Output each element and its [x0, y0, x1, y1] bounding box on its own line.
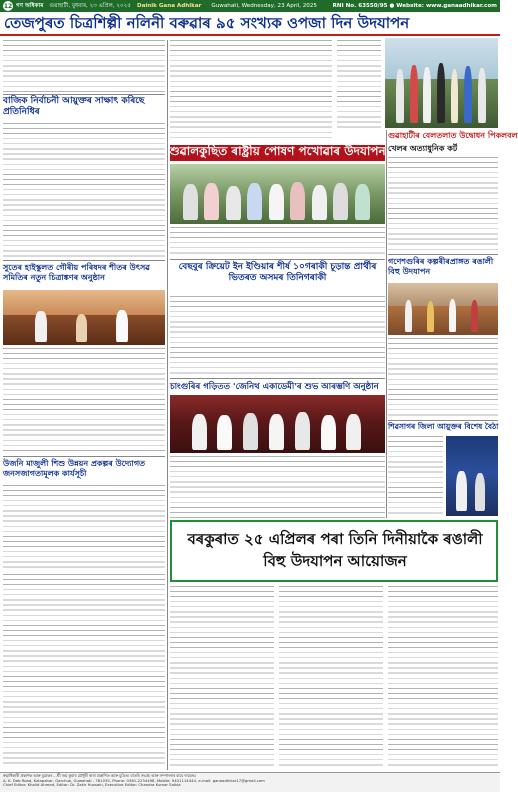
section-rule — [170, 259, 385, 260]
lead-story-text — [3, 40, 165, 92]
chang-title: চাংগুৰিৰ গড়িতত 'জেনিথ একাডেমী'ৰ শুভ আৰম্ভণি অনুষ্ঠান — [170, 382, 379, 392]
poshan-photo — [170, 164, 385, 224]
page-number: 12 — [3, 2, 13, 10]
imprint-footer — [0, 772, 500, 792]
majuli-text — [3, 485, 165, 570]
vajik-text — [3, 123, 165, 258]
section-rule — [3, 456, 165, 457]
section-rule — [3, 260, 165, 261]
bihu-title: বৰকুৰাত ২৫ এপ্ৰিলৰ পৰা তিনি দিনীয়াকৈ ৰঙালী বিহু উদযাপন আয়োজন — [187, 530, 483, 570]
ganesh-text — [388, 338, 498, 418]
section-rule — [3, 94, 165, 95]
lead-story-text-col2 — [170, 40, 332, 140]
poshan-banner: শুৱালকুছিত ৰাষ্ট্ৰীয় পোষণ পখোৱাৰ উদযাপন — [170, 145, 385, 161]
chang-photo — [170, 395, 385, 453]
lead-photo — [385, 38, 498, 128]
belatola-text — [388, 157, 498, 252]
cricket-title: বেছবুৰ ক্ৰিয়েট ইন ইণ্ডিয়াৰ শীৰ্ষ ১০গৰাকী চূড়ান্ত প্ৰাৰ্থীৰ ভিতৰত অসমৰ তিনিগৰাকী — [178, 262, 377, 283]
belatola-subtitle: খেলৰ অত্যাধুনিক কৰ্ট — [388, 143, 458, 153]
shivsagar-text — [388, 436, 443, 516]
chang-text — [170, 456, 385, 518]
sutia-photo — [3, 290, 165, 345]
lead-story-text-col3 — [337, 40, 381, 130]
poshan-text — [170, 227, 385, 257]
column-rule — [386, 130, 387, 518]
english-date: Guwahati, Wednesday, 23 April, 2025 — [211, 3, 317, 9]
lead-headline: তেজপুৰত চিত্ৰশিল্পী নলিনী বৰুৱাৰ ৯৫ সংখ্যক ওপজা দিন উদযাপন — [0, 14, 500, 36]
footer-line-2: A. K. Deb Road, Kalapahar, Garchuk, Guwahati - 781035, Phone: 0361-2234498, Mobile: 9401114444, e-mail: ganaadhikar17@gmail.com — [3, 777, 265, 783]
cricket-text — [170, 296, 385, 376]
sutia-title: সুতেৰ হাইস্কুলত গৌৰীয় পৰিষদৰ শীতৰ উৎসৱ সমিতিৰ নতুন চিত্ৰাঙ্কণৰ অনুষ্ঠান — [3, 262, 150, 282]
rni-website: RNI No. 63550/95 ● Website: www.ganaadhikar.com — [332, 3, 497, 9]
shivsagar-title: শিৱসাগৰ জিলা আয়ুক্তৰ বিশেষ বৈঠা — [388, 422, 499, 431]
footer-line-3: Chief Editor: Khalid Ahmed, Editor: Dr. Zakir Hussain, Executive Editor: Chandra Kumar Saikia — [3, 782, 181, 788]
majuli-title: উজনি মাজুলী শিশু উন্নয়ন প্ৰকল্পৰ উদ্যোগত জনসজাগতামূলক কাৰ্যসূচী — [3, 458, 146, 478]
bihu-headline-box — [170, 520, 498, 582]
bihu-text-col3 — [388, 586, 498, 768]
bihu-text-col2 — [279, 586, 383, 768]
ganesh-photo — [388, 283, 498, 335]
belatola-title: গুৱাহাটীৰ বেলতলাত উদ্বোধন পিকলবল — [388, 130, 518, 140]
vajik-title: বাজিক নিৰ্বাচনী আয়ুক্তৰ সাক্ষাৎ কৰিছে প্ৰতিনিধিৰ — [3, 96, 145, 117]
brand-name: গণ অধিকাৰ — [16, 2, 44, 9]
ganesh-title: গণেশগুৰিৰ কল্পৰীৰপ্ৰাঙ্গত ৰঙালী বিহু উদযাপন — [388, 256, 494, 276]
left-bottom-text — [3, 574, 165, 768]
section-rule — [388, 254, 498, 255]
section-rule — [170, 378, 385, 379]
paper-name: Dainik Gana Adhikar — [136, 3, 202, 9]
masthead-bar — [0, 0, 500, 12]
section-rule — [388, 420, 498, 421]
local-date: গুৱাহাটী, বুধবাৰ, ২৩ এপ্ৰিল, ২০২৫ — [49, 2, 131, 9]
footer-line-1: স্বত্বাধিকাৰী প্ৰকাশক আৰু মুদ্ৰাকৰ – শ্ৰী জয় কুমাৰ চৌধুৰী দ্বাৰা প্ৰকাশিত আৰু মুদ্ৰিত। বাতৰি সংগ্ৰহ আৰু সম্পাদনাৰ বাবে দায়বদ্ধ। — [3, 773, 196, 778]
shivsagar-photo — [446, 436, 498, 516]
bihu-text-col1 — [170, 586, 274, 768]
sutia-text — [3, 348, 165, 454]
column-rule — [167, 40, 168, 770]
